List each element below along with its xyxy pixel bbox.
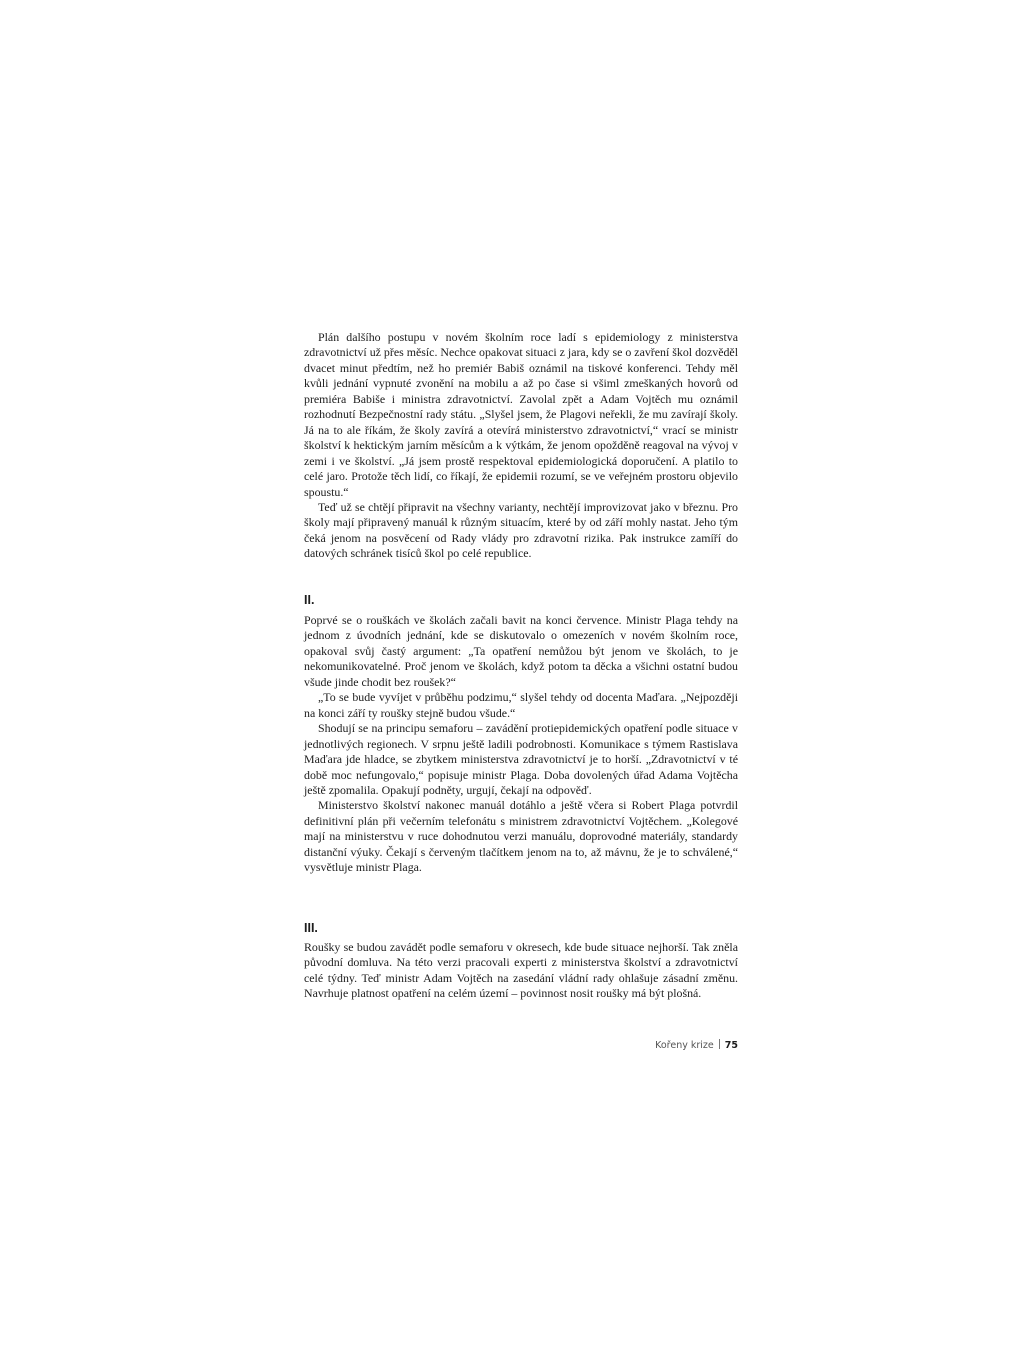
page-footer bbox=[540, 1039, 738, 1052]
running-title: Kořeny krize bbox=[655, 1040, 714, 1051]
section-3-heading: III. bbox=[304, 921, 318, 935]
paragraph: Teď už se chtějí připravit na všechny varianty, nechtějí improvizovat jako v březnu. Pro školy mají připravený manuál k různým situacím, které by od září mohly nastat. Jeho tým čeká jenom na posvěcení od Rady vlády pro zdravotní rizika. Pak instrukce zamíří do datových schránek tisíců škol po celé republice. bbox=[304, 499, 738, 561]
paragraph: Ministerstvo školství nakonec manuál dotáhlo a ještě včera si Robert Plaga potvrdil definitivní plán při večerním telefonátu s ministrem zdravotnictví Vojtěchem. „Kolegové mají na ministerstvu v ruce dohodnutou verzi manuálu, doprovodné materiály, standardy distanční výuky. Čekají s červeným tlačítkem jenom na to, až mávnu, že je to schválené,“ vysvětluje ministr Plaga. bbox=[304, 798, 738, 875]
section-2-body bbox=[304, 613, 738, 876]
section-1-body bbox=[304, 330, 738, 562]
paragraph: Poprvé se o rouškách ve školách začali bavit na konci července. Ministr Plaga tehdy na jednom z úvodních jednání, kde se diskutovalo o omezeních v novém školním roce, opakoval svůj častý argument: „Ta opatření nemůžou být jenom ve školách, to je nekomunikovatelné. Proč jenom ve školách, když potom ta děcka a všichni ostatní budou všude jinde chodit bez roušek?“ bbox=[304, 613, 738, 689]
paragraph: Plán dalšího postupu v novém školním roce ladí s epidemiology z ministerstva zdravotnictví už přes měsíc. Nechce opakovat situaci z jara, kdy se o zavření škol dozvěděl dvacet minut předtím, než ho premiér Babiš oznámil na tiskové konferenci. Tehdy měl kvůli jednání vypnuté zvonění na mobilu a až po čase si všiml zmeškaných hovorů od premiéra Babiše i ministra zdravotnictví. Zavolal zpět a Adam Vojtěch mu oznámil rozhodnutí Bezpečnostní rady státu. „Slyšel jsem, že Plagovi neřekli, že mu zavírají školy. Já na to ale říkám, že školy zavírá a otevírá ministerstvo zdravotnictví,“ vrací se ministr školství k hektickým jarním měsícům a k výtkám, že jenom opožděně reagoval na vývoj v zemi i ve školství. „Já jsem prostě respektoval epidemiologická doporučení. A platilo to celé jaro. Protože těch lidí, co říkají, že epidemii rozumí, se ve veřejném prostoru objevilo spoustu.“ bbox=[304, 330, 738, 499]
section-3-body bbox=[304, 940, 738, 1002]
paragraph: Shodují se na principu semaforu – zavádění protiepidemických opatření podle situace v jednotlivých regionech. V srpnu ještě ladili podrobnosti. Komunikace s týmem Rastislava Maďara jde hladce, se zbytkem ministerstva zdravotnictví je to horší. „Zdravotnictví v té době moc nefungovalo,“ popisuje ministr Plaga. Doba dovolených úřad Adama Vojtěcha ještě zpomalila. Opakují podněty, urgují, čekají na odpověď. bbox=[304, 721, 738, 797]
paragraph: Roušky se budou zavádět podle semaforu v okresech, kde bude situace nejhorší. Tak zněla původní domluva. Na této verzi pracovali experti z ministerstva školství a zdravotnictví celé týdny. Teď ministr Adam Vojtěch na zasedání vládní rady ohlašuje zásadní změnu. Navrhuje platnost opatření na celém území – povinnost nosit roušky má být plošná. bbox=[304, 940, 738, 1001]
paragraph: „To se bude vyvíjet v průběhu podzimu,“ slyšel tehdy od docenta Maďara. „Nejpozději na konci září ty roušky stejně budou všude.“ bbox=[304, 690, 738, 720]
page-number: 75 bbox=[724, 1040, 738, 1051]
section-2-heading: II. bbox=[304, 593, 315, 607]
footer-separator bbox=[719, 1039, 720, 1049]
